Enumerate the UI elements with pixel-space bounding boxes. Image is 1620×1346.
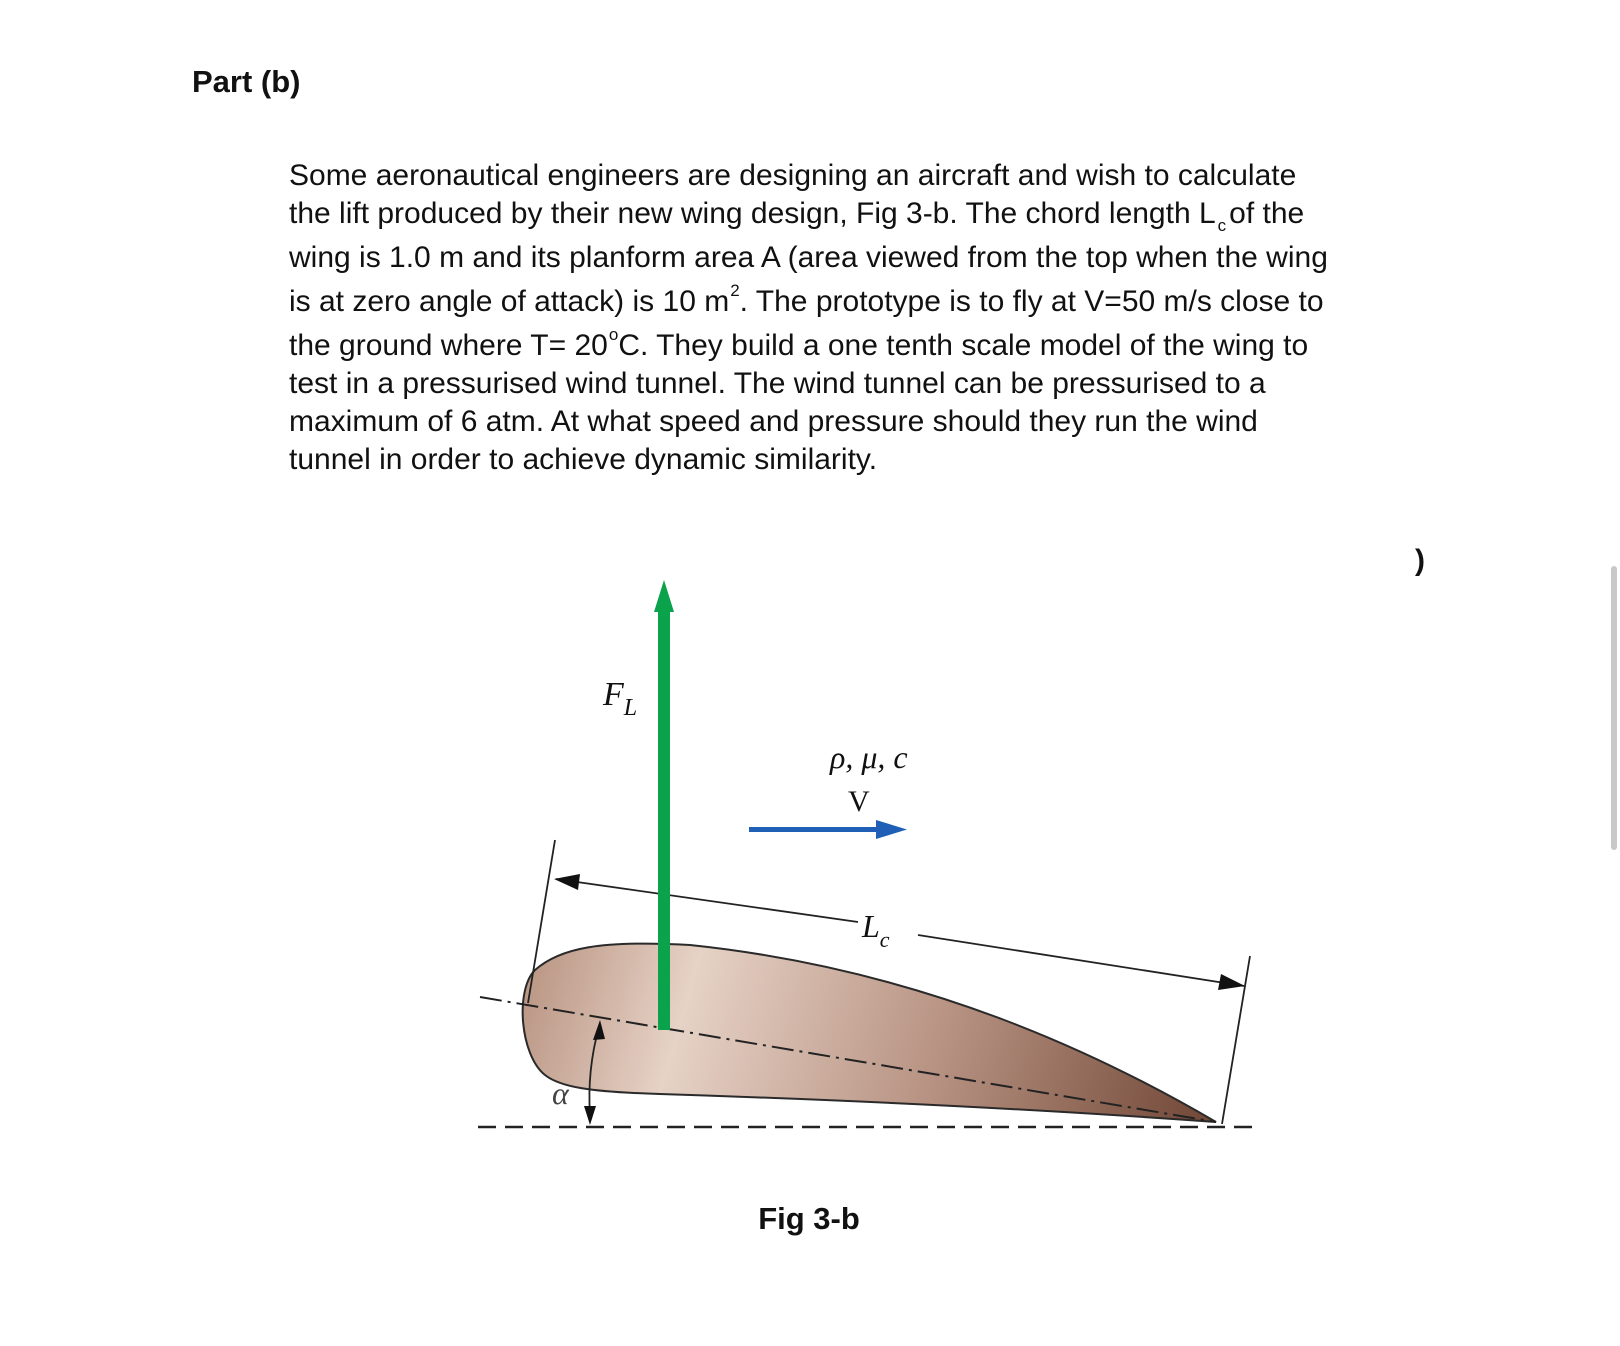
problem-line: wing is 1.0 m and its planform area A (area viewed from the top when the wing xyxy=(289,241,1328,274)
chord-subscript: c xyxy=(1217,216,1227,235)
chord-dimension-line xyxy=(556,879,858,922)
area-superscript: 2 xyxy=(730,281,740,300)
part-heading: Part (b) xyxy=(192,64,301,99)
angle-arrowhead-bottom xyxy=(584,1106,596,1125)
figure-caption: Fig 3-b xyxy=(758,1201,860,1236)
problem-line: the lift produced by their new wing design, Fig 3-b. The chord length L $_c$ of the xyxy=(289,197,1305,235)
stray-parenthesis: ) xyxy=(1415,544,1425,577)
chord-dimension-line xyxy=(918,935,1244,986)
lift-arrow-head xyxy=(654,580,674,612)
velocity-arrow-shaft xyxy=(749,827,879,832)
angle-of-attack-label: α xyxy=(552,1075,569,1111)
problem-line: is at zero angle of attack) is 10 $m^2$. The prototype is to fly at V=50 m/s close to xyxy=(289,281,1324,318)
airfoil-body xyxy=(523,944,1216,1122)
velocity-arrow-head xyxy=(876,820,907,839)
velocity-label: V xyxy=(848,785,870,818)
chord-arrowhead-left xyxy=(554,874,580,890)
chord-arrowhead-right xyxy=(1218,974,1245,990)
lift-arrow-shaft xyxy=(658,608,670,1030)
problem-line: tunnel in order to achieve dynamic similarity. xyxy=(289,443,878,476)
lift-force-label: $F_L$ xyxy=(603,676,638,721)
problem-line: maximum of 6 atm. At what speed and pressure should they run the wind xyxy=(289,405,1258,438)
chord-length-label: $L_c$ xyxy=(862,908,890,952)
degree-superscript: o xyxy=(608,325,619,344)
problem-line: test in a pressurised wind tunnel. The wind tunnel can be pressurised to a xyxy=(289,367,1266,400)
fluid-properties-label: ρ, μ, c xyxy=(830,739,908,775)
problem-line: Some aeronautical engineers are designing an aircraft and wish to calculate xyxy=(289,159,1297,192)
problem-line: the ground where $T= 20^oC$. They build a one tenth scale model of the wing to xyxy=(289,325,1309,362)
